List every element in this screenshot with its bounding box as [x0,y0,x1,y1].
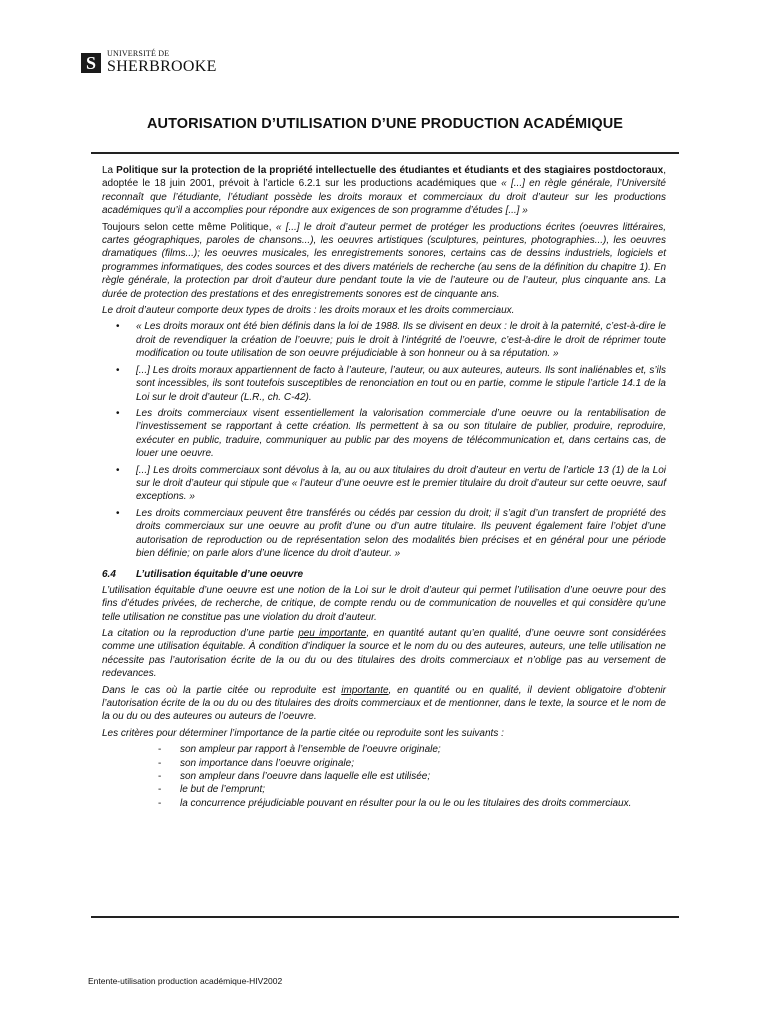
intro-p1-mid: , adoptée le 18 juin 2001, prévoit à l’article 6.2.1 sur les productions académiques que [102,165,666,190]
underlined-term: importante [341,684,389,696]
bullet-text: Les droits commerciaux peuvent être transférés ou cédés par cession du droit; il s’agit d’un transfert de propriété des droits commerciaux sur une oeuvre au profit d’une ou d’un autre titulaire. Ils peuvent également faire l’objet d’une autorisation de reproduction ou de représentation selon des modalités bien précises et en général pour une période bien définie; on parle alors d’une licence du droit d’auteur. » [136,507,666,559]
university-crest-icon: S [81,53,101,73]
section-p3-end: , en quantité ou en qualité, il devient obligatoire d’obtenir l’autorisation écrite de la ou du ou des titulaires des droits commerciaux et de mentionner, dans le texte, la source et le nom de la ou du ou des auteures ou auteurs de l’oeuvre. [102,684,666,723]
section-paragraph-4: Les critères pour déterminer l’importance de la partie citée ou reproduite sont les suivants : [102,727,504,739]
section-p2-end: , en quantité autant qu’en qualité, d’une oeuvre sont considérées comme une utilisation équitable. À condition d’indiquer la source et le nom du ou des auteures, auteurs, une telle utilisation ne nécessite pas l’autorisation écrite de la ou du ou des titulaires des droits commerciaux et n’oblige pas au versement de redevances. [102,628,666,680]
dash-icon: - [158,771,162,783]
dash-icon: - [158,757,162,769]
document-body [102,164,666,810]
criteria-text: le but de l’emprunt; [180,784,266,796]
logo-line-2: SHERBROOKE [107,58,217,75]
intro-paragraph-2 [102,221,666,301]
criteria-item [102,783,666,796]
logo-wordmark [107,50,217,75]
section-p2-start: La citation ou la reproduction d’une partie [102,628,299,639]
criteria-item [102,770,666,783]
criteria-text: son importance dans l’oeuvre originale; [180,757,354,769]
section-paragraph-3 [102,684,666,724]
dash-icon: - [158,784,162,796]
section-number: 6.4 [102,569,116,581]
bullet-text: [...] Les droits moraux appartiennent de facto à l’auteure, l’auteur, ou aux auteures, auteurs. Ils sont inaliénables et, s’ils sont incessibles, ils sont toutefois susceptibles de renonciation en tout ou en partie, comme le stipule l’article 14.1 de la Loi sur le droit d’auteur (L.R., ch. C-42). [136,364,666,403]
intro-p1-quote: « [...] en règle générale, l’Université reconnaît que l’étudiante, l’étudiant possède les droits moraux et commerciaux du droit d’auteur sur les productions académiques qu’il a accomplies pour répondre aux exigences de son programme d’études [...] » [102,178,666,217]
intro-p2-quote: « [...] le droit d’auteur permet de protéger les productions écrites (oeuvres littéraires, cartes géographiques, paroles de chansons...), les oeuvres artistiques (sculptures, peintures, photographies...), les oeuvres dramatiques (films...); les oeuvres musicales, les enregistrements sonores, certains cas de dessins industriels, logiciels et programmes informatiques, des codes sources et des divers matériels de recherche (au sens de la définition du chapitre 1). En règle générale, la protection par droit d’auteur dure pendant toute la vie de l’auteure ou de l’auteur, plus cinquante ans. La durée de protection des prestations et des enregistrements sonores est de cinquante ans. [102,221,666,300]
bullet-item [102,507,666,561]
bullet-item [102,364,666,404]
bullet-item [102,320,666,360]
bullet-text: [...] Les droits commerciaux sont dévolus à la, au ou aux titulaires du droit d’auteur en vertu de l’article 13 (1) de la Loi sur le droit d’auteur qui stipule que « l’auteur d’une oeuvre est le premier titulaire du droit d’auteur sur cette oeuvre, sauf exceptions. » [136,464,666,503]
criteria-text: son ampleur par rapport à l’ensemble de l’oeuvre originale; [180,744,441,756]
bullet-item [102,464,666,504]
intro-p1-start: La [102,165,117,176]
section-paragraph-2 [102,627,666,681]
bullet-icon: • [116,364,120,376]
policy-name: Politique sur la protection de la propriété intellectuelle des étudiantes et étudiants et des stagiaires postdoctoraux [116,165,664,176]
rights-bullet-list [102,320,666,560]
criteria-list [102,743,666,810]
bullet-icon: • [116,507,120,519]
section-paragraph-1: L’utilisation équitable d’une oeuvre est une notion de la Loi sur le droit d’auteur qui permet l’utilisation d’une oeuvre pour des fins d’études privées, de recherche, de critique, de compte rendu ou de communication de nouvelles et qui considère qu’une telle utilisation ne constitue pas une violation du droit d’auteur. [102,584,666,623]
section-title: L’utilisation équitable d’une oeuvre [136,569,304,581]
bottom-divider [91,916,679,918]
bullet-item [102,407,666,461]
section-p3-start: Dans le cas où la partie citée ou reproduite est [102,684,342,696]
bullet-icon: • [116,407,120,419]
bullet-text: « Les droits moraux ont été bien définis dans la loi de 1988. Ils se divisent en deux : le droit à la paternité, c’est-à-dire le droit de revendiquer la création de l’oeuvre; puis le droit à l’intégrité de l’oeuvre, c’est-à-dire le droit de réprimer toute modification ou toute utilisation de son oeuvre préjudiciable à son honneur ou à sa réputation. » [136,321,666,360]
intro-paragraph-3: Le droit d’auteur comporte deux types de droits : les droits moraux et les droits commerciaux. [102,305,515,317]
bullet-icon: • [116,464,120,476]
criteria-item [102,757,666,770]
logo-line-1: UNIVERSITÉ DE [107,49,170,58]
bullet-text: Les droits commerciaux visent essentiellement la valorisation commerciale d’une oeuvre ou la rentabilisation de l’investissement se rapportant à cette création. Ils permettent à sa ou son titulaire de publier, produire, reproduire, exécuter en public, traduire, communiquer au public par des moyens de télécommunication et, dans certains cas, de louer une oeuvre. [136,407,666,460]
underlined-term: peu importante [298,628,367,639]
section-heading [102,568,666,581]
dash-icon: - [158,744,162,756]
dash-icon: - [158,797,162,809]
intro-paragraph-1 [102,164,666,218]
bullet-icon: • [116,321,120,333]
criteria-text: son ampleur dans l’oeuvre dans laquelle elle est utilisée; [180,771,431,783]
top-divider [91,152,679,154]
document-title: AUTORISATION D’UTILISATION D’UNE PRODUCTION ACADÉMIQUE [146,116,624,132]
university-logo [81,50,217,76]
criteria-text: la concurrence préjudiciable pouvant en résulter pour la ou le ou les titulaires des droits commerciaux. [180,797,632,809]
criteria-item [102,797,666,810]
criteria-item [102,743,666,756]
intro-p2-start: Toujours selon cette même Politique, [102,221,276,233]
page-footer: Entente-utilisation production académique-HIV2002 [88,976,283,986]
